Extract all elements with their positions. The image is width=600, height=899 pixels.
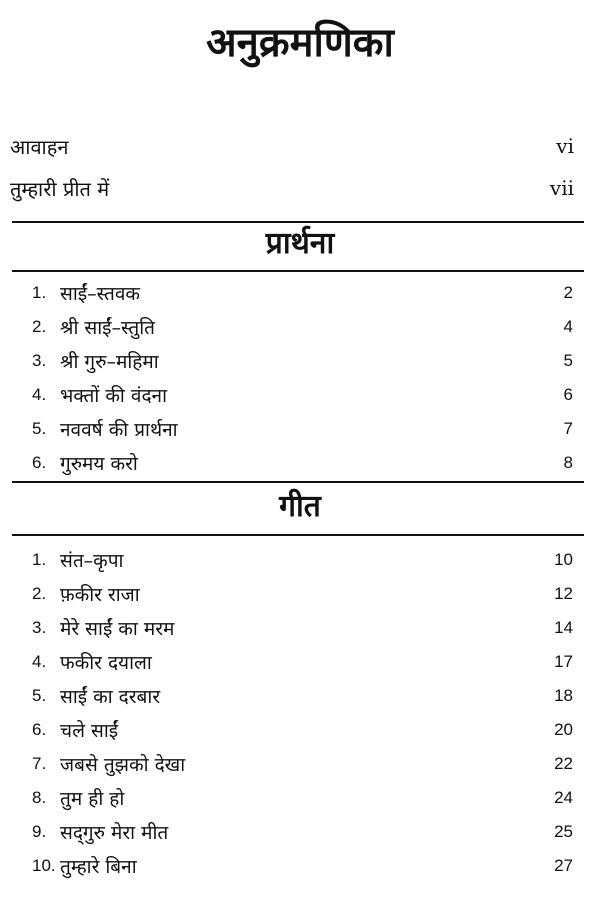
entry-page-number: 6	[563, 385, 573, 404]
section-list-prarthana	[32, 276, 573, 480]
entry-page-number: 17	[554, 652, 573, 671]
entry-number: 5.	[32, 686, 47, 705]
toc-entry[interactable]	[32, 446, 573, 480]
toc-entry[interactable]	[32, 645, 573, 679]
toc-entry[interactable]	[32, 849, 573, 883]
section-divider	[12, 481, 584, 483]
toc-entry[interactable]	[32, 713, 573, 747]
toc-entry[interactable]	[32, 747, 573, 781]
entry-page-number: 20	[554, 720, 573, 739]
entry-title: फ़कीर राजा	[60, 584, 140, 606]
entry-number: 6.	[32, 720, 47, 739]
entry-page-number: 27	[554, 856, 573, 875]
entry-page-number: 4	[563, 317, 573, 336]
entry-title: गुरुमय करो	[60, 453, 138, 475]
entry-page-number: 12	[554, 584, 573, 603]
section-divider	[12, 270, 584, 272]
entry-number: 1.	[32, 283, 47, 302]
entry-title: संत–कृपा	[60, 550, 124, 572]
entry-number: 10.	[32, 856, 56, 875]
preface-entry-tumhari-preet[interactable]	[10, 173, 574, 203]
toc-entry[interactable]	[32, 276, 573, 310]
page-title: अनुक्रमणिका	[206, 20, 394, 66]
entry-title: तुम्हारी प्रीत में	[10, 176, 110, 201]
entry-page-number: vii	[549, 176, 574, 200]
entry-number: 9.	[32, 822, 47, 841]
section-title-prarthana: प्रार्थना	[265, 226, 335, 261]
entry-number: 1.	[32, 550, 47, 569]
section-title-geet: गीत	[279, 489, 321, 524]
entry-title: सद्‌गुरु मेरा मीत	[60, 822, 169, 844]
preface-entry-avahan[interactable]	[10, 131, 574, 161]
entry-title: चले साईं	[60, 720, 119, 742]
entry-number: 4.	[32, 385, 47, 404]
entry-page-number: 10	[554, 550, 573, 569]
entry-title: श्री गुरु–महिमा	[60, 351, 159, 373]
entry-page-number: 8	[563, 453, 573, 472]
entry-page-number: 25	[554, 822, 573, 841]
entry-page-number: vi	[556, 134, 574, 158]
toc-entry[interactable]	[32, 543, 573, 577]
toc-entry[interactable]	[32, 344, 573, 378]
entry-page-number: 2	[563, 283, 573, 302]
entry-title: भक्तों की वंदना	[60, 385, 168, 407]
entry-number: 3.	[32, 351, 47, 370]
toc-entry[interactable]	[32, 412, 573, 446]
toc-entry[interactable]	[32, 378, 573, 412]
section-divider	[12, 221, 584, 223]
toc-entry[interactable]	[32, 611, 573, 645]
entry-number: 5.	[32, 419, 47, 438]
section-divider	[12, 534, 584, 536]
entry-number: 8.	[32, 788, 47, 807]
toc-entry[interactable]	[32, 577, 573, 611]
entry-page-number: 18	[554, 686, 573, 705]
toc-entry[interactable]	[32, 310, 573, 344]
toc-entry[interactable]	[32, 781, 573, 815]
entry-title: फकीर दयाला	[60, 652, 152, 674]
entry-title: तुम ही हो	[60, 788, 125, 810]
entry-page-number: 5	[563, 351, 573, 370]
entry-page-number: 14	[554, 618, 573, 637]
entry-number: 7.	[32, 754, 47, 773]
entry-title: तुम्हारे बिना	[60, 856, 137, 878]
entry-title: साईं–स्तवक	[60, 283, 140, 305]
entry-page-number: 24	[554, 788, 573, 807]
entry-page-number: 7	[563, 419, 573, 438]
entry-page-number: 22	[554, 754, 573, 773]
entry-number: 2.	[32, 317, 47, 336]
entry-title: नववर्ष की प्रार्थना	[60, 419, 178, 441]
entry-title: श्री साईं–स्तुति	[60, 317, 155, 339]
entry-number: 3.	[32, 618, 47, 637]
toc-entry[interactable]	[32, 815, 573, 849]
section-list-geet	[32, 543, 573, 883]
entry-number: 2.	[32, 584, 47, 603]
entry-number: 6.	[32, 453, 47, 472]
toc-entry[interactable]	[32, 679, 573, 713]
entry-title: साईं का दरबार	[60, 686, 161, 708]
entry-title: मेरे साईं का मरम	[60, 618, 175, 640]
entry-title: आवाहन	[10, 134, 69, 159]
entry-number: 4.	[32, 652, 47, 671]
entry-title: जबसे तुझको देखा	[60, 754, 186, 776]
